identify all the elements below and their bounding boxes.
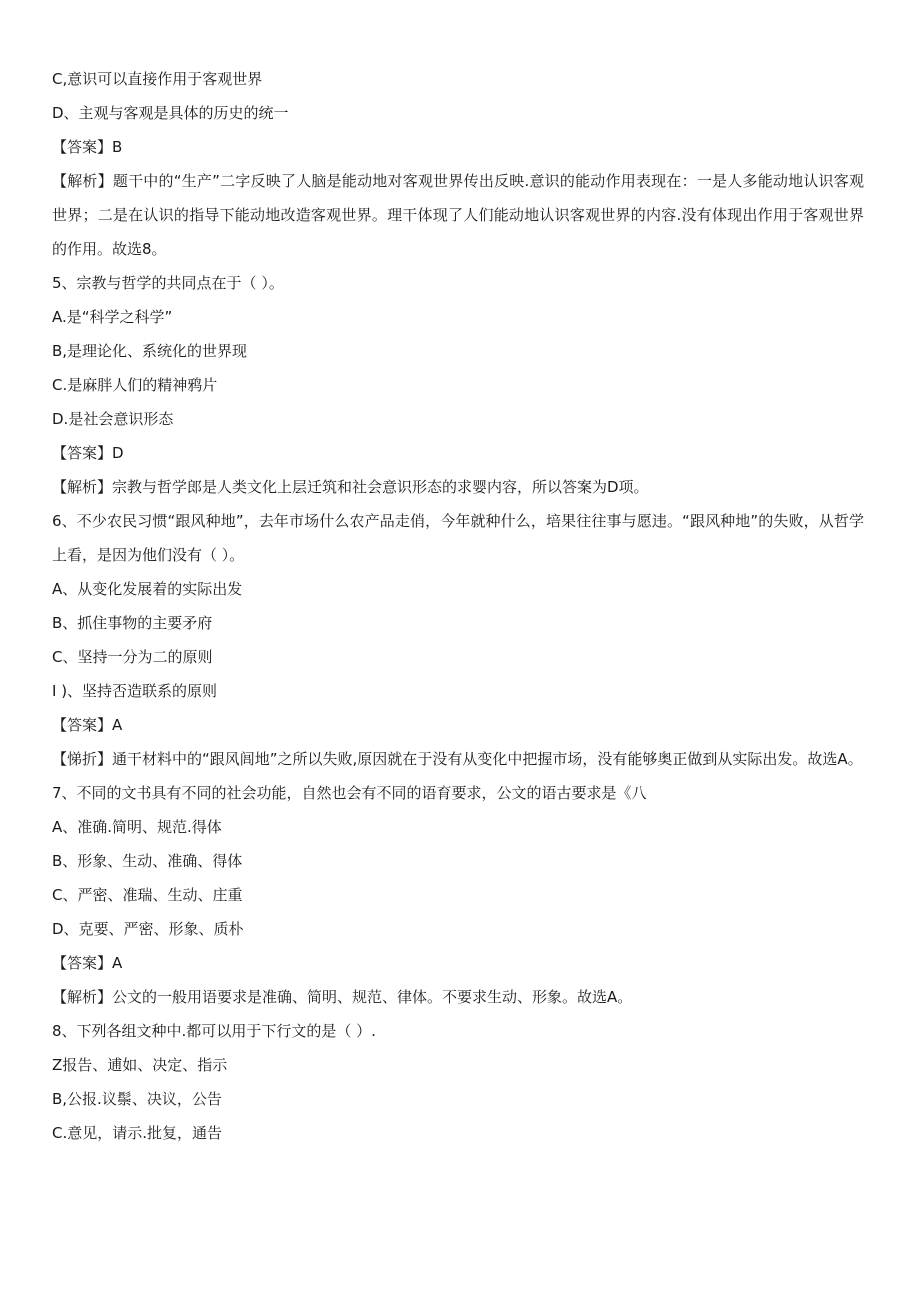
option-c-text: C,意识可以直接作用于客观世界 [52, 70, 263, 88]
option-a-text: A、从变化发展着的实际出发 [52, 580, 243, 598]
option-a-text: Z报告、逋如、决定、指示 [52, 1056, 228, 1074]
option-c-text: C、坚持一分为二的原则 [52, 648, 213, 666]
answer-label: 【答案】D [52, 444, 124, 462]
option-d-text: I )、坚持否造联系的原则 [52, 682, 218, 700]
option-b-text: B,公报.议鬃、决议，公告 [52, 1090, 222, 1108]
option-c-text: C.是麻胖人们的精神鸦片 [52, 376, 218, 394]
option-d-text: D、主观与客观是具体的历史的统一 [52, 104, 289, 122]
option-b-text: B、抓住事物的主要矛府 [52, 614, 213, 632]
option-b-text: B,是理论化、系统化的世界现 [52, 342, 248, 360]
question-5: 5、宗教与哲学的共同点在于（ ）。 [52, 274, 284, 292]
answer-label: 【答案】A [52, 716, 123, 734]
option-c-text: C、严密、准瑞、生动、庄重 [52, 886, 243, 904]
option-a-text: A.是“科学之科学” [52, 308, 173, 326]
question-7: 7、不同的文书具有不同的社会功能，自然也会有不同的语育要求，公文的语古要求是《八 [52, 784, 647, 802]
explanation-paragraph: 【解析】宗教与哲学郎是人类文化上层迁筑和社会意识形态的求婴内容，所以答案为D项。 [52, 478, 649, 496]
explanation-paragraph: 【解析】题干中的“生产”二字反映了人脑是能动地对客观世界传出反映.意识的能动作用表现在：一是人多能动地认识客观世界；二是在认识的指导下能动地改造客观世界。理干体现了人们能动地认识客观世界的内容.没有体现出作用于客观世界的作用。故选8。 [52, 172, 864, 258]
option-d-text: D.是社会意识形态 [52, 410, 174, 428]
option-d-text: D、克要、严密、形象、质朴 [52, 920, 244, 938]
explanation-paragraph: 【悌折】通干材料中的“跟风闾地”之所以失败,原因就在于没有从变化中把握市场，没有能够奥正做到从实际出发。故选A。 [52, 750, 863, 768]
answer-label: 【答案】A [52, 954, 123, 972]
question-6: 6、不少农民习惯“跟风种地”，去年市场什么农产品走俏，今年就种什么，培果往往事与愿违。“跟风种地”的失败，从哲学上看，是因为他们没有（ ）。 [52, 512, 864, 564]
option-b-text: B、形象、生动、准确、得体 [52, 852, 243, 870]
explanation-paragraph: 【解析】公文的一般用语要求是准确、简明、规范、律体。不要求生动、形象。故选A。 [52, 988, 633, 1006]
answer-label: 【答案】B [52, 138, 123, 156]
document-page [52, 62, 864, 1150]
option-a-text: A、准确.简明、规范.得体 [52, 818, 222, 836]
question-8: 8、下列各组文种中.都可以用于下行文的是（ ）. [52, 1022, 376, 1040]
option-c-text: C.意见，请示.批复，通告 [52, 1124, 223, 1142]
